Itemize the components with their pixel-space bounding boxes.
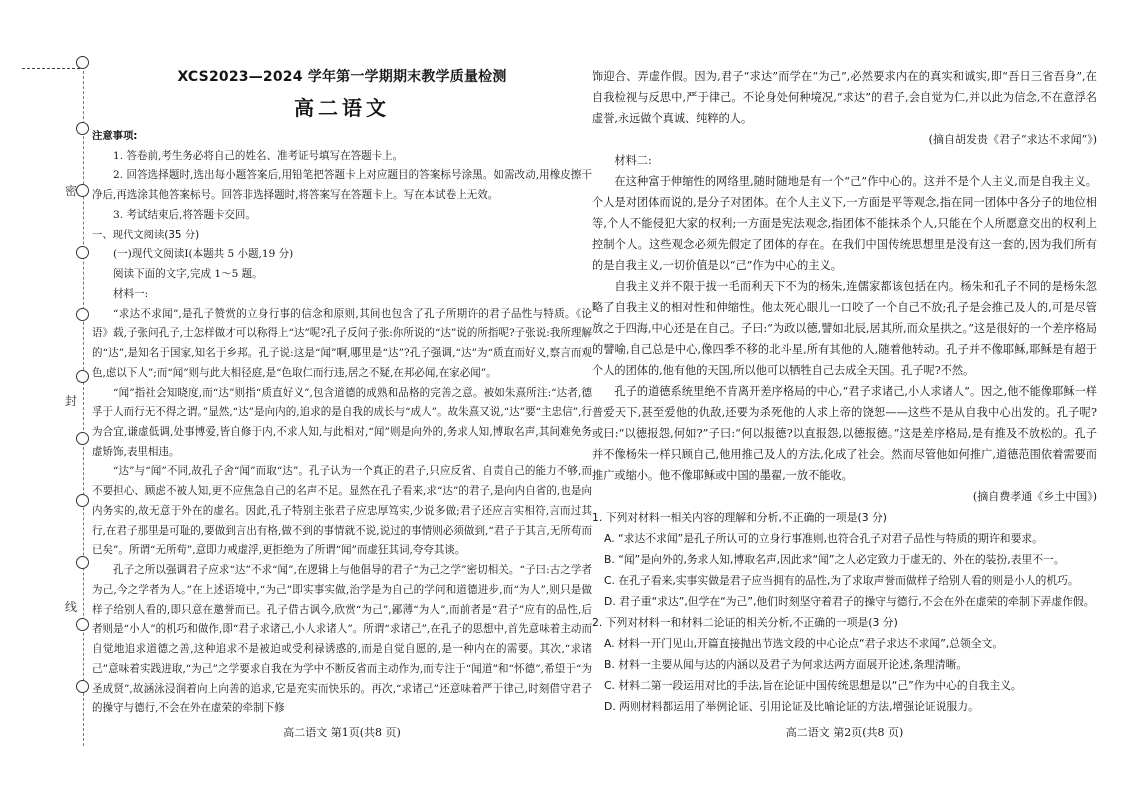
notice-item: 3. 考试结束后,将答题卡交回。 — [113, 208, 256, 221]
material1-paragraph: “求达不求闻”,是孔子赞赏的立身行事的信念和原则,其间也包含了孔子所期许的君子品性与特质。《论语》载,子张问孔子,士怎样做才可以称得上“达”呢?孔子反问子张:你所说的“达”说的所指呢?子张说:我所理解的“达”,是知名于国家,知名于乡邦。孔子说:这是“闻”啊,哪里是“达”?孔子强调,“达”为“质直而好义,察言而观色,虑以下人”;而“闻”则与此大相径庭,是“色取仁而行违,居之不疑,在邦必闻,在家必闻”。 — [92, 307, 592, 379]
binding-hole — [76, 122, 89, 135]
material2-label: 材料二: — [614, 154, 652, 167]
material2-paragraph: 自我主义并不限于拔一毛而利天下不为的杨朱,连儒家都该包括在内。杨朱和孔子不同的是杨朱忽略了自我主义的相对性和伸缩性。他太死心眼儿一口咬了一个自己不放;孔子是会推己及人的,可是尽管放之于四海,中心还是在自己。子曰:“为政以德,譬如北辰,居其所,而众星拱之。”这是很好的一个差序格局的譬喻,自己总是中心,像四季不移的北斗星,所有其他的人,随着他转动。孔子并不像耶稣,耶稣是有超于个人的团体的,他有他的天国,所以他可以牺牲自己去成全天国。孔子呢?不然。 — [592, 280, 1097, 377]
material2-paragraph: 在这种富于伸缩性的网络里,随时随地是有一个“己”作中心的。这并不是个人主义,而是自我主义。个人是对团体而说的,是分子对团体。在个人主义下,一方面是平等观念,指在同一团体中各分子的地位相等,个人不能侵犯大家的权利;一方面是宪法观念,指团体不能抹杀个人,只能在个人所愿意交出的权利上控制个人。这些观念必须先假定了团体的存在。在我们中国传统思想里是没有这一套的,因为我们所有的是自我主义,一切价值是以“己”作为中心的主义。 — [592, 175, 1097, 272]
binding-hole — [76, 556, 89, 569]
binding-hole — [76, 432, 89, 445]
page-footer-left: 高二语文 第1页(共8 页) — [283, 726, 401, 739]
binding-margin — [20, 50, 80, 750]
notice-item: 2. 回答选择题时,选出每小题答案后,用铅笔把答题卡上对应题目的答案标号涂黑。如需改动,用橡皮擦干净后,再选涂其他答案标号。回答非选择题时,将答案写在答题卡上。写在本试卷上无效。 — [92, 169, 592, 202]
left-column — [92, 66, 592, 719]
notice-item: 1. 答卷前,考生务必将自己的姓名、准考证号填写在答题卡上。 — [113, 149, 404, 162]
exam-title: XCS2023—2024 学年第一学期期末教学质量检测 — [177, 69, 507, 85]
notice-heading: 注意事项: — [92, 130, 138, 142]
binding-hole — [76, 370, 89, 383]
question-2-option-d: D. 两则材料都运用了举例论证、引用论证及比喻论证的方法,增强论证说服力。 — [604, 700, 979, 713]
binding-label-xian: 线 — [65, 600, 78, 614]
binding-dash-top — [22, 68, 80, 69]
binding-label-mi: 密 — [65, 184, 78, 198]
section-heading: 一、现代文阅读(35 分) — [92, 228, 200, 241]
binding-hole — [76, 246, 89, 259]
binding-hole — [76, 308, 89, 321]
question-1-option-b: B. “闻”是向外的,务求人知,博取名声,因此求“闻”之人必定致力于虚无的、外在的装扮,表里不一。 — [604, 553, 1065, 566]
question-2-stem: 2. 下列对材料一和材料二论证的相关分析,不正确的一项是(3 分) — [592, 616, 898, 629]
binding-label-feng: 封 — [65, 394, 78, 408]
binding-line — [83, 56, 84, 746]
material1-source: (摘自胡发贵《君子“求达不求闻”》) — [928, 133, 1097, 146]
material1-paragraph: 孔子之所以强调君子应求“达”不求“闻”,在逻辑上与他倡导的君子“为己之学”密切相关。“子曰:古之学者为己,今之学者为人。”在上述语境中,“为己”即实事实做,治学是为自己的学问和道德进步,而“为人”,则只是做样子给别人看的,即只意在邀誉而已。孔子借古讽今,欣赏“为己”,鄙薄“为人”,而前者是“君子”应有的品性,后者则是“小人”的机巧和做作,即“君子求诸己,小人求诸人”。所谓“求诸己”,在孔子的思想中,首先意味着主动而自觉地追求道德之善,这种追求不是被迫或受利禄诱惑的,而是自觉自愿的,是一种内在的需要。其次,“求诸己”意味着实践进取,“为己”之学要求自我在为学中不断反省而主动作为,而专注于“闻道”和“怀德”,希望于“为圣成贤”,故涵泳浸润着向上向善的追求,它是充实而快乐的。再次,“求诸己”还意味着严于律己,时刻借守君子的操守与德行,不会在外在虚荣的牵制下修 — [92, 564, 592, 715]
question-2-option-a: A. 材料一开门见山,开篇直接抛出节选文段的中心论点“君子求达不求闻”,总领全文。 — [604, 637, 1004, 650]
question-1-option-c: C. 在孔子看来,实事实做是君子应当拥有的品性,为了求取声誉而做样子给别人看的则是小人的机巧。 — [604, 574, 1079, 587]
material1-paragraph: “达”与“闻”不同,故孔子舍“闻”而取“达”。孔子认为一个真正的君子,只应反省、自责自己的能力不够,而不要担心、顾虑不被人知,更不应焦急自己的名声不足。显然在孔子看来,求“达”的君子,是向内自省的,也是向内务实的,故无意于外在的虚名。因此,孔子特别主张君子应忠厚笃实,少说多做;君子还应言实相符,言而过其行,在君子那里是可耻的,要做到言出有格,做不到的事情就不说,说过的事情则必须做到,“君子于其言,无所苟而已矣”。所谓“无所苟”,意即力戒虚浮,更拒绝为了所谓“闻”而虚狂其词,夸夸其谈。 — [92, 465, 592, 557]
material1-paragraph: “闻”指社会知晓度,而“达”则指“质直好义”,包含道德的成熟和品格的完善之意。被如朱熹所注:“达者,德孚于人而行无不得之谓。”显然,“达”是向内的,追求的是自我的成长与“成人”。故朱熹又说,“达”要“主忠信”,行为合宜,谦虚低调,处事博爱,皆自修于内,不求人知,与此相对,“闻”则是向外的,务求人知,博取名声,其间难免务虚矫饰,表里相违。 — [92, 386, 592, 458]
binding-hole — [76, 184, 89, 197]
subject-title: 高二语文 — [294, 96, 390, 120]
question-1-option-a: A. “求达不求闻”是孔子所认可的立身行事准则,也符合孔子对君子品性与特质的期许和要求。 — [604, 532, 1043, 545]
reading-instruction: 阅读下面的文字,完成 1～5 题。 — [113, 268, 263, 281]
material2-source: (摘自费孝通《乡土中国》) — [972, 490, 1097, 503]
question-1-option-d: D. 君子重“求达”,但学在“为己”,他们时刻坚守着君子的操守与德行,不会在外在虚荣的牵制下弄虚作假。 — [604, 595, 1095, 608]
right-column — [592, 66, 1097, 717]
subsection-heading: (一)现代文阅读Ⅰ(本题共 5 小题,19 分) — [113, 248, 294, 261]
binding-hole — [76, 680, 89, 693]
material2-paragraph: 孔子的道德系统里绝不肯离开差序格局的中心,“君子求诸己,小人求诸人”。因之,他不能像耶稣一样普爱天下,甚至爱他的仇敌,还要为杀死他的人求上帝的饶恕——这些不是从自我中心出发的。孔子呢?或曰:“以德报怨,何如?”子曰:“何以报德?以直报怨,以德报德。”这是差序格局,是有推及不放松的。孔子并不像杨朱一样只顾自己,他用推己及人的方法,化成了社会。然而尽管他如何推广,道德范围依着需要而推广或缩小。他不像耶稣或中国的墨翟,一放不能收。 — [592, 385, 1097, 482]
question-1-stem: 1. 下列对材料一相关内容的理解和分析,不正确的一项是(3 分) — [592, 511, 888, 524]
material1-label: 材料一: — [113, 287, 149, 300]
question-2-option-c: C. 材料二第一段运用对比的手法,旨在论证中国传统思想是以“己”作为中心的自我主义。 — [604, 679, 1022, 692]
material1-continued: 饰迎合、弄虚作假。因为,君子“求达”而学在“为己”,必然要求内在的真实和诚实,即“吾日三省吾身”,在自我检视与反思中,严于律己。不论身处何种境况,“求达”的君子,会自觉为仁,并以此为信念,不在意浮名虚誉,永远做个真诚、纯粹的人。 — [592, 70, 1097, 125]
page-footer-right: 高二语文 第2页(共8 页) — [785, 726, 904, 739]
question-2-option-b: B. 材料一主要从闻与达的内涵以及君子为何求达两方面展开论述,条理清晰。 — [604, 658, 968, 671]
binding-hole — [76, 618, 89, 631]
binding-hole — [76, 494, 89, 507]
binding-hole — [76, 56, 89, 69]
